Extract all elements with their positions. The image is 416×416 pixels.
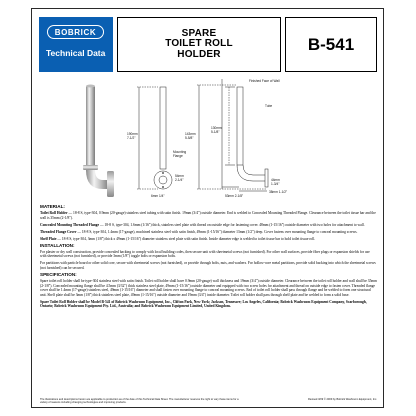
- svg-text:130mm: 130mm: [211, 126, 222, 130]
- title-line-2: TOILET ROLL: [165, 38, 233, 50]
- tube-label: Tube: [265, 104, 273, 108]
- specification-closing: Spare Toilet Roll Holder shall be Model B-541 of Bobrick Washroom Equipment, Inc., Clifton Park, New York; Jackson, Tennessee; Los Angeles, California; Bobrick Washroom Equipment Company, Scarborough, Ontario; Bobrick Washroom Equipment Pty. Ltd., Australia; and Bobrick Washroom Equipment Limited, United Kingdom.: [40, 299, 367, 309]
- svg-text:6mm 1/4": 6mm 1/4": [151, 194, 165, 198]
- side-view-drawing: [197, 79, 268, 191]
- svg-text:5-1/8": 5-1/8": [211, 130, 220, 134]
- material-heading: MATERIAL:: [40, 204, 65, 209]
- svg-text:Flange: Flange: [173, 154, 183, 158]
- svg-text:38mm 1-1/2": 38mm 1-1/2": [269, 190, 288, 194]
- footer-disclaimer: The illustrations and descriptions herein are applicable to production as of the date of this Technical Data Sheet. The manufacturer reserves the right to vary these items for a variety of reasons including changing technologies and improving products.: [40, 398, 239, 404]
- front-view-labels: [127, 132, 186, 198]
- footer-revision: Revised 3/09 © 2009 by Bobrick Washroom Equipment, Inc.: [308, 398, 377, 401]
- installation-heading: INSTALLATION:: [40, 242, 75, 248]
- product-photo: [83, 85, 114, 198]
- product-title: [117, 17, 281, 72]
- title-line-1: SPARE: [181, 27, 217, 39]
- material-item: Threaded Flange Cover — 18-8 S, type-304, 1.4mm (17-gauge), machined stainless steel with satin finish, 49mm (1-15/16") diameter 13mm (1/2") deep. Cover fastens over mounting flange to conceal mounting screws.: [40, 229, 358, 234]
- header-band: [39, 17, 377, 72]
- svg-text:44mm: 44mm: [271, 178, 280, 182]
- svg-text:5-5/8": 5-5/8": [185, 136, 194, 140]
- technical-data-label: Technical Data: [46, 48, 106, 58]
- material-item: Shelf Plate — 18-8 S, type-304, 3mm (1/8") thick x 49mm (1-15/16") diameter stainless steel plate with satin finish. Inside diameter edge is welded to toilet tissue bar to hold toilet tissue roll.: [40, 236, 316, 241]
- side-view-labels: [185, 79, 287, 198]
- title-line-3: HOLDER: [177, 48, 221, 60]
- spec-content: [40, 205, 377, 311]
- svg-text:2-1/4": 2-1/4": [175, 178, 184, 182]
- material-item: Toilet Roll Holder — 18-8 S, type-304, 0.9mm (20-gauge) stainless steel tubing with satin finish. 19mm (3/4") outside diameter. End is welded to Concealed Mounting Threaded Flange. Clearance between the toilet tissue bar and the wall is 35mm (2-1/8").: [40, 211, 376, 220]
- installation-paragraph: For plaster or dry wall construction, provide concealed backing to comply with local building codes, then secure unit with sheetmetal screws (not furnished). For other wall surfaces, provide fiber plugs or expansion shields for use with sheetmetal screws (not furnished), or provide 3mm (1/8") toggle bolts or expansion bolts.: [40, 249, 370, 259]
- svg-text:7-1/2": 7-1/2": [127, 136, 136, 140]
- specification-paragraph: Spare toilet roll holder shall be type-304 stainless steel with satin finish. Toilet roll holder shall have 0.9mm (20-gauge) wall thickness and 19mm (3/4") outside diameter. Clearance between the toilet roll holder and wall shall be 35mm (2-1/8"). Concealed mounting flange shall be 4.5mm (3/32") thick stainless steel plate, 49mm (1-15/16") outside diameter and equipped with two screw holes for attachment and thread on outside edge to fasten cover. Threaded flange cover shall be 1.4mm (17-gauge) stainless steel, 49mm (1-15/16") diameter and shall fasten over mounting flange to conceal mounting screws. End of toilet roll holder shall pass through flange and be welded to form one structural unit. Shelf plate shall be 3mm (1/8") thick stainless steel plate, 49mm (1-15/16") outside diameter and 19mm (3/4") inside diameter. Toilet roll holder shall pass through shelf plate and be welded to form a solid base.: [40, 279, 377, 297]
- material-item: Concealed Mounting Threaded Flange — 18-8 S, type-304, 1.6mm (1/16") thick, stainless steel plate with thread on outside edge for fastening cover. 48mm (1-15/16") outside diameter with two holes for attachment to wall.: [40, 222, 365, 227]
- figure-area: [39, 77, 377, 199]
- bobrick-logo: BOBRICK: [47, 25, 104, 39]
- svg-text:143mm: 143mm: [185, 132, 196, 136]
- svg-text:1-3/4": 1-3/4": [271, 182, 280, 186]
- svg-text:53mm 2-1/8": 53mm 2-1/8": [225, 194, 244, 198]
- front-view-drawing: [137, 87, 172, 189]
- technical-data-sheet: [31, 8, 384, 408]
- specification-heading: SPECIFICATION:: [40, 272, 77, 278]
- brand-block: [39, 17, 113, 72]
- finished-face-label: Finished Face of Wall: [249, 79, 280, 83]
- footer: [40, 398, 377, 407]
- installation-paragraph: For partitions with particle board or other solid core, secure with sheetmetal screws (not furnished), or provide through bolts, nuts, and washers. For hollow-core metal partitions, provide solid backing into which the sheetmetal screws (not furnished) can be secured.: [40, 261, 376, 270]
- model-number: B-541: [285, 17, 377, 72]
- svg-text:54mm: 54mm: [175, 174, 184, 178]
- svg-text:Mounting: Mounting: [173, 150, 187, 154]
- svg-text:190mm: 190mm: [127, 132, 138, 136]
